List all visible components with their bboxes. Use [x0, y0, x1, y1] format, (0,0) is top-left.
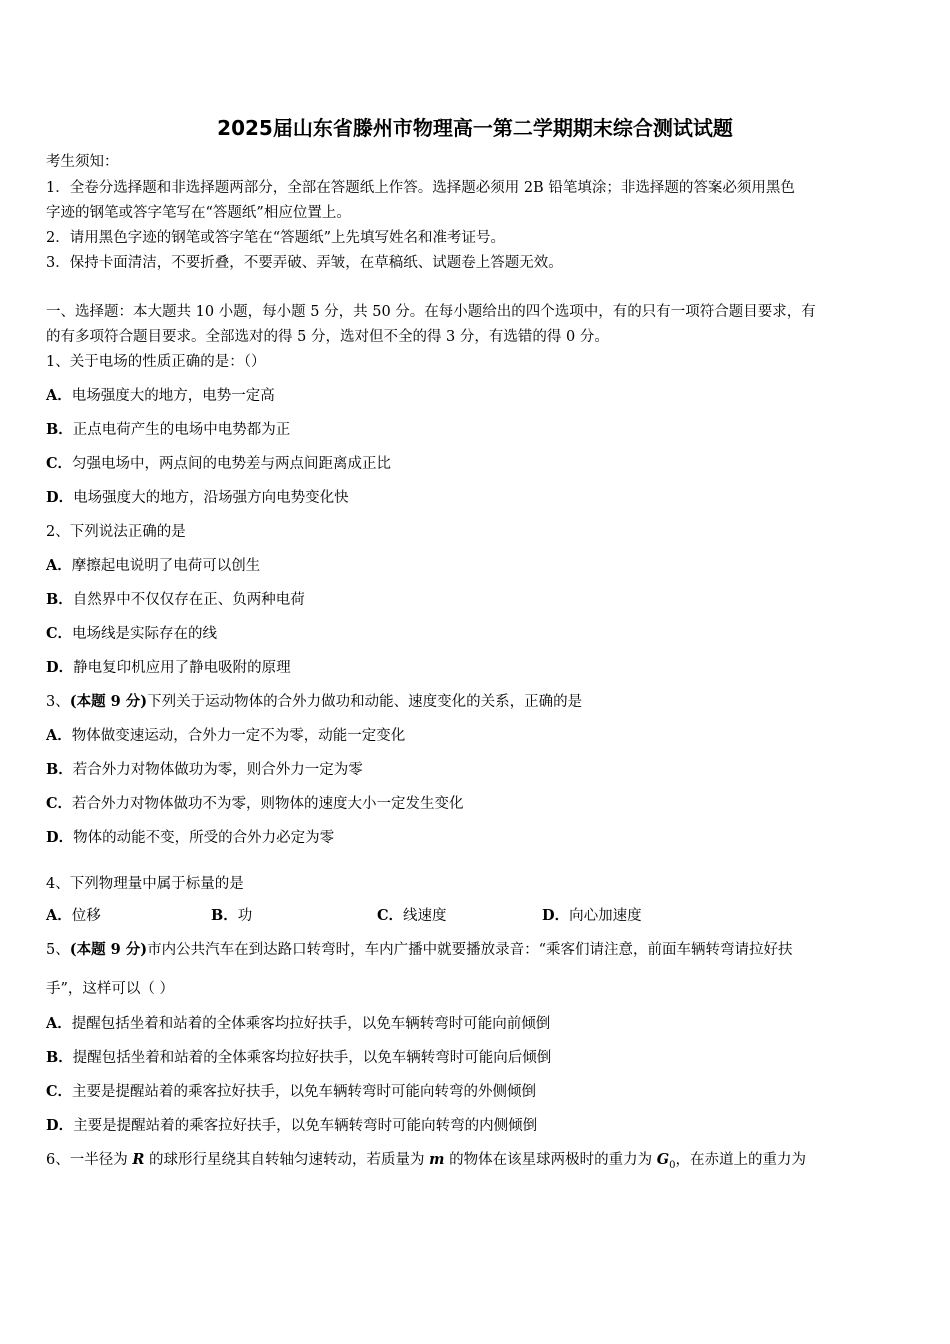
q2-option-a	[46, 556, 906, 576]
option-label: C．	[377, 907, 404, 924]
q5-option-d	[46, 1116, 906, 1136]
option-label: A．	[46, 1015, 72, 1032]
option-text: 提醒包括坐着和站着的全体乘客均拉好扶手，以免车辆转弯时可能向后倾倒	[72, 1050, 552, 1066]
option-label: B．	[46, 591, 73, 608]
notice-line-1a: 1．全卷分选择题和非选择题两部分，全部在答题纸上作答。选择题必须用 2B 铅笔填涂；非选择题的答案必须用黑色	[46, 180, 795, 196]
q1-option-c	[46, 454, 906, 474]
section-instructions-1: 一、选择题：本大题共 10 小题，每小题 5 分，共 50 分。在每小题给出的四个选项中，有的只有一项符合题目要求，有	[46, 304, 816, 320]
q6-text-1: 6、一半径为	[46, 1152, 133, 1168]
q5-stem-1	[46, 940, 906, 960]
option-label: C．	[46, 455, 73, 472]
option-label: A．	[46, 907, 72, 924]
option-label: A．	[46, 727, 72, 744]
q4-option-c	[377, 906, 447, 926]
q3-option-c	[46, 794, 906, 814]
option-text: 正点电荷产生的电场中电势都为正	[72, 422, 291, 438]
q6-text-2: 的球形行星绕其自转轴匀速转动，若质量为	[144, 1152, 430, 1168]
option-label: B．	[211, 907, 238, 924]
notice-heading: 考生须知：	[46, 154, 119, 170]
option-text: 电场线是实际存在的线	[72, 626, 218, 642]
option-text: 物体的动能不变，所受的合外力必定为零	[73, 830, 335, 846]
q6-var-m: m	[429, 1151, 445, 1168]
option-text: 若合外力对物体做功不为零，则物体的速度大小一定发生变化	[72, 796, 464, 812]
q5-option-b	[46, 1048, 906, 1068]
notice-line-1b: 字迹的钢笔或答字笔写在“答题纸”相应位置上。	[46, 205, 351, 221]
q5-option-a	[46, 1014, 906, 1034]
option-label: D．	[46, 659, 74, 676]
q3-option-b	[46, 760, 906, 780]
notice-line-2: 2．请用黑色字迹的钢笔或答字笔在“答题纸”上先填写姓名和准考证号。	[46, 230, 506, 246]
q6-stem	[46, 1150, 906, 1176]
q5-score: (本题 9 分)	[69, 941, 148, 958]
notice-line-3: 3．保持卡面清洁，不要折叠，不要弄破、弄皱，在草稿纸、试题卷上答题无效。	[46, 255, 563, 271]
q3-text: 下列关于运动物体的合外力做功和动能、速度变化的关系，正确的是	[147, 694, 583, 710]
option-text: 主要是提醒站着的乘客拉好扶手，以免车辆转弯时可能向转弯的内侧倾倒	[73, 1118, 538, 1134]
q4-option-b	[211, 906, 252, 926]
q3-stem	[46, 692, 906, 712]
option-text: 主要是提醒站着的乘客拉好扶手，以免车辆转弯时可能向转弯的外侧倾倒	[72, 1084, 537, 1100]
page-title: 2025届山东省滕州市物理高一第二学期期末综合测试试题	[217, 116, 733, 140]
option-label: C．	[46, 1083, 73, 1100]
q1-option-b	[46, 420, 906, 440]
q2-option-b	[46, 590, 906, 610]
option-text: 位移	[71, 908, 101, 924]
option-label: B．	[46, 421, 73, 438]
q2-option-c	[46, 624, 906, 644]
option-text: 自然界中不仅仅存在正、负两种电荷	[72, 592, 305, 608]
option-text: 功	[237, 908, 253, 924]
q2-stem: 2、下列说法正确的是	[46, 524, 186, 540]
option-text: 物体做变速运动，合外力一定不为零，动能一定变化	[71, 728, 406, 744]
option-text: 线速度	[403, 908, 447, 924]
q1-stem: 1、关于电场的性质正确的是：（）	[46, 354, 266, 370]
option-label: C．	[46, 795, 73, 812]
option-label: B．	[46, 1049, 73, 1066]
q6-sub-0: 0	[669, 1159, 676, 1171]
q4-option-a	[46, 906, 101, 926]
option-text: 若合外力对物体做功为零，则合外力一定为零	[72, 762, 363, 778]
option-text: 电场强度大的地方，电势一定高	[71, 388, 275, 404]
q6-var-R: R	[132, 1151, 145, 1168]
q6-text-4: ，在赤道上的重力为	[675, 1152, 806, 1168]
option-text: 摩擦起电说明了电荷可以创生	[71, 558, 261, 574]
q2-option-d	[46, 658, 906, 678]
option-text: 静电复印机应用了静电吸附的原理	[73, 660, 291, 676]
q3-score: (本题 9 分)	[69, 693, 148, 710]
q5-number: 5、	[46, 942, 70, 958]
option-label: C．	[46, 625, 73, 642]
q5-stem-2: 手”，这样可以（ ）	[46, 981, 175, 997]
section-instructions-2: 的有多项符合题目要求。全部选对的得 5 分，选对但不全的得 3 分，有选错的得 0 分。	[46, 329, 609, 345]
option-label: D．	[542, 907, 570, 924]
q6-var-G: G	[656, 1151, 670, 1168]
option-label: B．	[46, 761, 73, 778]
q6-text-3: 的物体在该星球两极时的重力为	[444, 1152, 657, 1168]
q1-option-a	[46, 386, 906, 406]
option-text: 向心加速度	[569, 908, 642, 924]
q3-option-a	[46, 726, 906, 746]
option-label: D．	[46, 829, 74, 846]
option-text: 电场强度大的地方，沿场强方向电势变化快	[73, 490, 349, 506]
q1-option-d	[46, 488, 906, 508]
option-text: 提醒包括坐着和站着的全体乘客均拉好扶手，以免车辆转弯时可能向前倾倒	[71, 1016, 551, 1032]
option-label: A．	[46, 557, 72, 574]
q5-option-c	[46, 1082, 906, 1102]
option-label: D．	[46, 489, 74, 506]
option-label: A．	[46, 387, 72, 404]
option-text: 匀强电场中，两点间的电势差与两点间距离成正比	[72, 456, 392, 472]
option-label: D．	[46, 1117, 74, 1134]
q4-stem: 4、下列物理量中属于标量的是	[46, 876, 244, 892]
q4-option-d	[542, 906, 642, 926]
q3-number: 3、	[46, 694, 70, 710]
q5-text: 市内公共汽车在到达路口转弯时，车内广播中就要播放录音：“乘客们请注意，前面车辆转弯请拉好扶	[147, 942, 793, 958]
q3-option-d	[46, 828, 906, 848]
